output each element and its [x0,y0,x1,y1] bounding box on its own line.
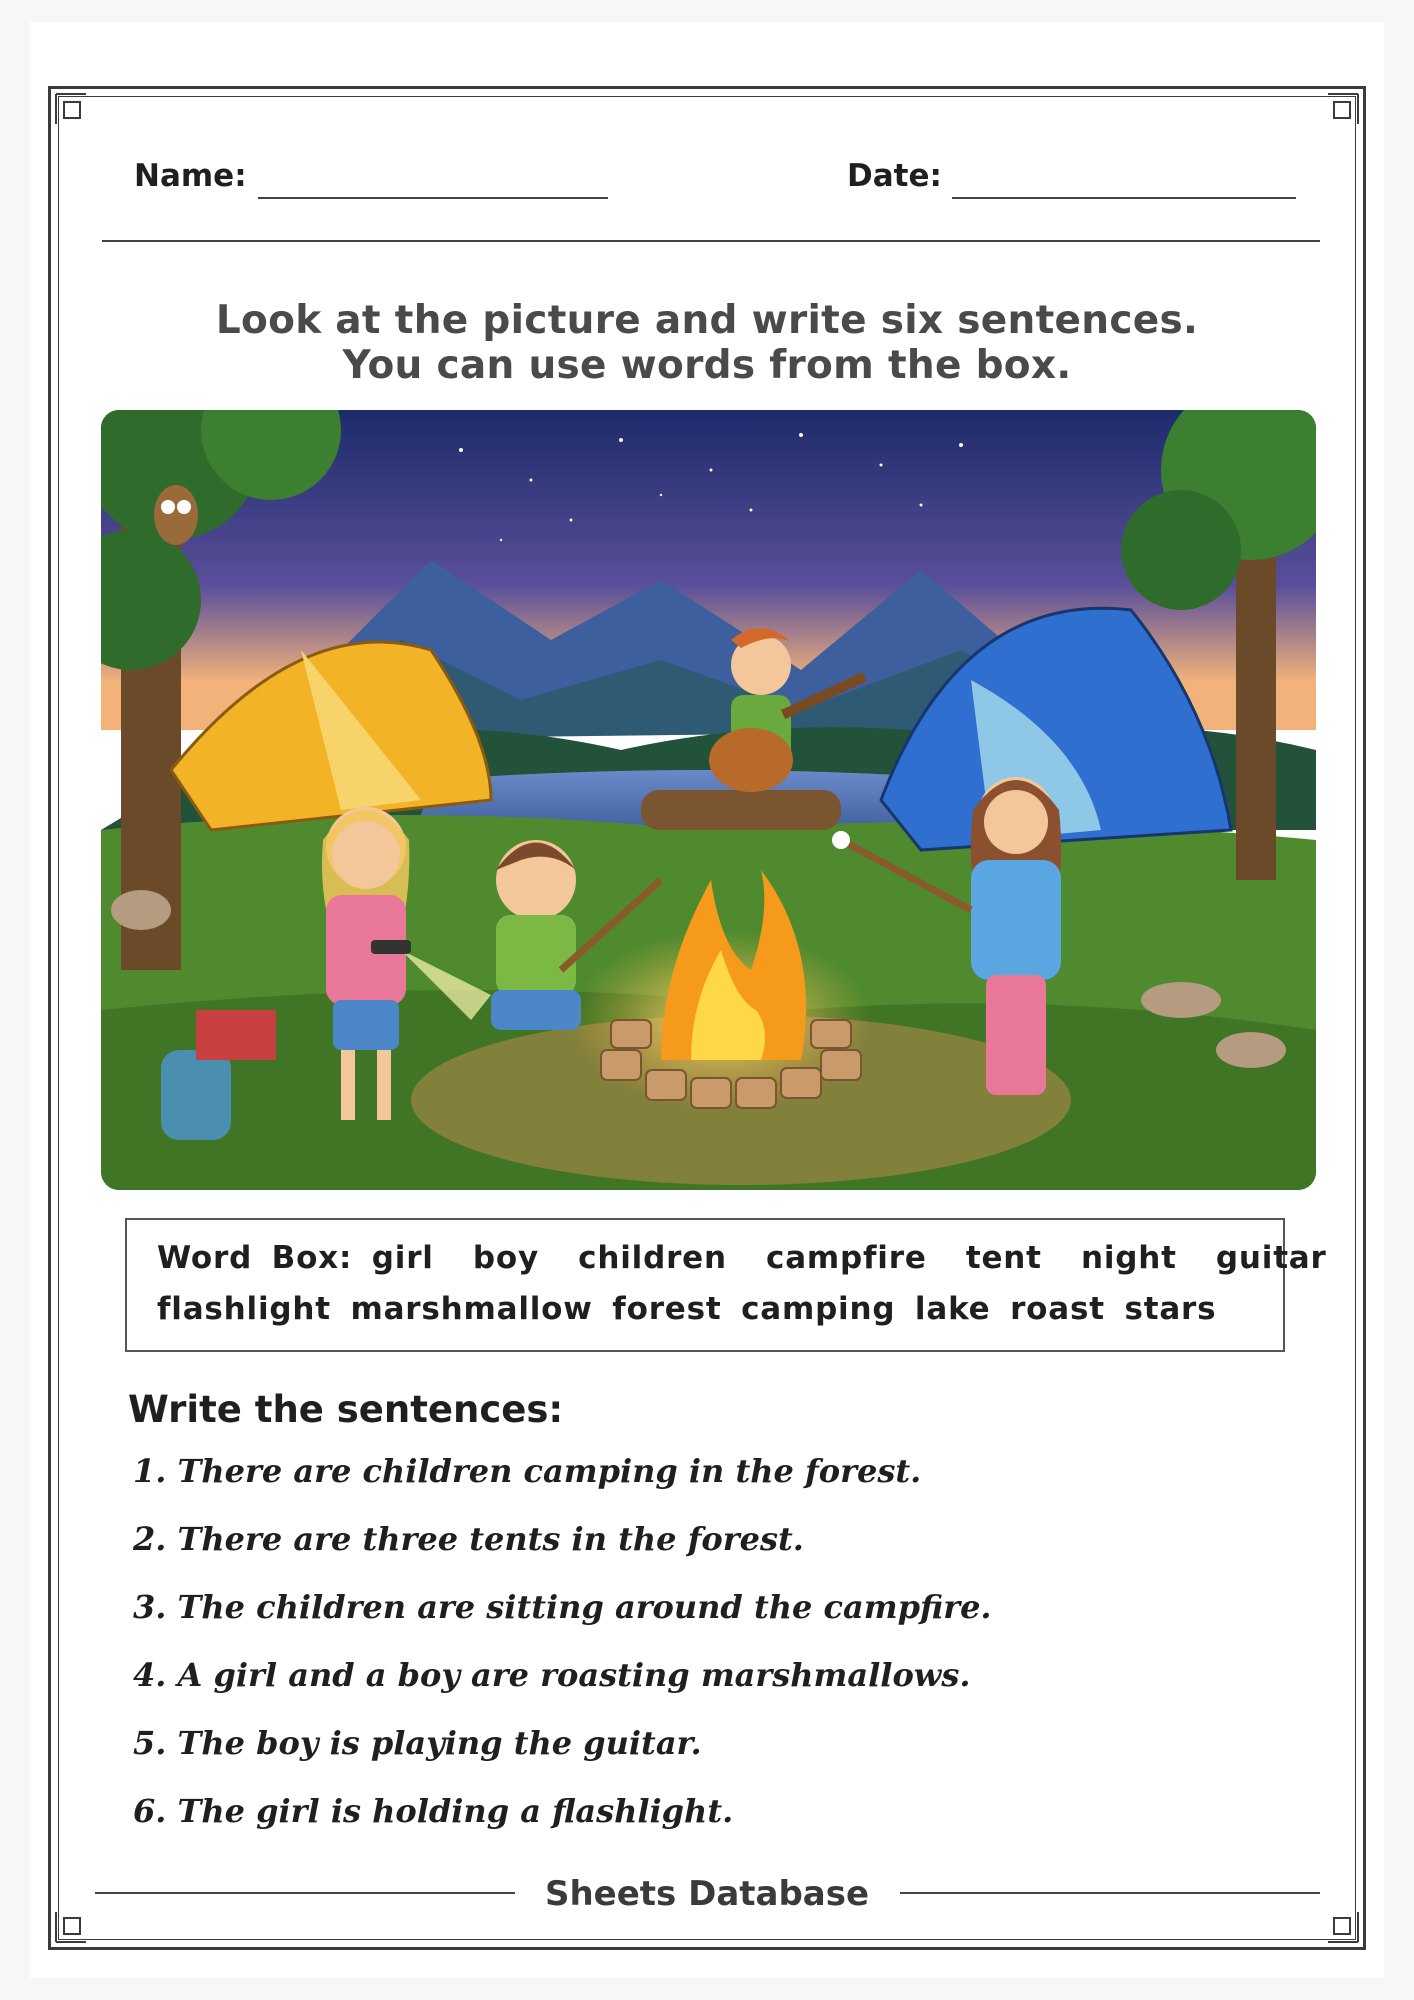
sentence-5: 5. The boy is playing the guitar. [133,1724,702,1762]
instruction-line-1: Look at the picture and write six sentences. [215,298,1199,343]
sentence-1: 1. There are children camping in the forest. [133,1452,922,1490]
date-label: Date: [847,158,942,194]
word-box-words-line-1: girl boy children campfire tent night guitar [371,1240,1327,1276]
camping-scene-illustration [101,410,1316,1190]
sentence-6: 6. The girl is holding a flashlight. [133,1792,734,1830]
sentence-2: 2. There are three tents in the forest. [133,1520,804,1558]
corner-ornament-icon [1326,1910,1360,1944]
instruction-line-2: You can use words from the box. [342,343,1072,388]
name-field[interactable] [258,197,608,199]
word-box [125,1218,1327,1352]
sentence-3: 3. The children are sitting around the campfire. [133,1588,992,1626]
corner-ornament-icon [1326,92,1360,126]
name-label: Name: [134,158,247,194]
corner-ornament-icon [54,92,88,126]
corner-ornament-icon [54,1910,88,1944]
sentence-4: 4. A girl and a boy are roasting marshmallows. [133,1656,971,1694]
date-field[interactable] [952,197,1296,199]
word-box-line-2: flashlight marshmallow forest camping lake roast stars [157,1291,1217,1327]
footer-brand: Sheets Database [544,1874,870,1914]
header-divider [102,240,1320,242]
word-box-label: Word Box: [157,1240,353,1276]
sentences-heading: Write the sentences: [128,1388,564,1431]
word-box-line-1 [157,1240,1327,1276]
